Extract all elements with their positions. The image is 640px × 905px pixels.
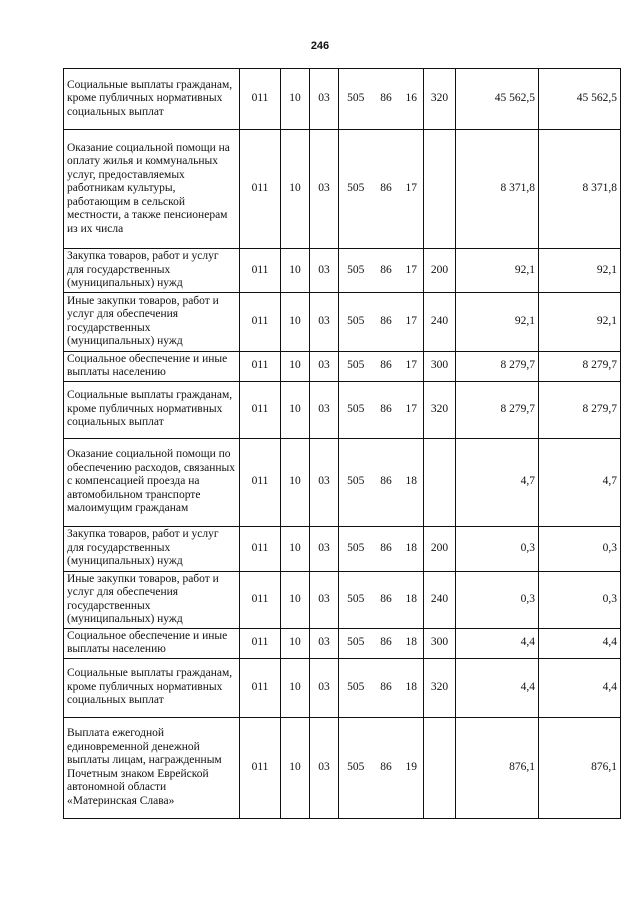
- table-row: [64, 571, 621, 628]
- table-row: [64, 130, 621, 249]
- section-code: 10: [281, 438, 310, 526]
- section-code: 10: [281, 381, 310, 438]
- table-row: [64, 69, 621, 130]
- target-code-part-2: 86: [373, 381, 400, 438]
- ministry-code: 011: [240, 571, 281, 628]
- target-code-part-2: 86: [373, 717, 400, 818]
- amount-first: 45 562,5: [456, 69, 539, 130]
- amount-first: 4,4: [456, 628, 539, 658]
- amount-first: 0,3: [456, 571, 539, 628]
- amount-second: 8 371,8: [539, 130, 621, 249]
- subsection-code: 03: [310, 438, 339, 526]
- amount-second: 8 279,7: [539, 381, 621, 438]
- target-code-part-1: 505: [339, 571, 373, 628]
- target-code-part-2: 86: [373, 292, 400, 351]
- row-name: Закупка товаров, работ и услуг для государственных (муниципальных) нужд: [64, 526, 240, 571]
- row-name: Иные закупки товаров, работ и услуг для обеспечения государственных (муниципальных) нужд: [64, 292, 240, 351]
- amount-first: 4,4: [456, 658, 539, 717]
- amount-second: 4,4: [539, 628, 621, 658]
- subsection-code: 03: [310, 658, 339, 717]
- table-row: [64, 351, 621, 381]
- target-code-part-1: 505: [339, 292, 373, 351]
- target-code-part-1: 505: [339, 381, 373, 438]
- amount-first: 92,1: [456, 292, 539, 351]
- target-code-part-3: 17: [400, 351, 424, 381]
- ministry-code: 011: [240, 130, 281, 249]
- expense-type-code: [424, 717, 456, 818]
- target-code-part-1: 505: [339, 351, 373, 381]
- target-code-part-1: 505: [339, 628, 373, 658]
- ministry-code: 011: [240, 717, 281, 818]
- subsection-code: 03: [310, 69, 339, 130]
- subsection-code: 03: [310, 628, 339, 658]
- amount-first: 0,3: [456, 526, 539, 571]
- row-name: Социальное обеспечение и иные выплаты населению: [64, 628, 240, 658]
- target-code-part-1: 505: [339, 526, 373, 571]
- amount-second: 4,7: [539, 438, 621, 526]
- amount-first: 4,7: [456, 438, 539, 526]
- row-name: Иные закупки товаров, работ и услуг для обеспечения государственных (муниципальных) нужд: [64, 571, 240, 628]
- target-code-part-3: 17: [400, 292, 424, 351]
- row-name: Закупка товаров, работ и услуг для государственных (муниципальных) нужд: [64, 249, 240, 293]
- target-code-part-2: 86: [373, 438, 400, 526]
- amount-second: 8 279,7: [539, 351, 621, 381]
- budget-table: [63, 68, 621, 819]
- expense-type-code: 320: [424, 658, 456, 717]
- ministry-code: 011: [240, 628, 281, 658]
- target-code-part-3: 17: [400, 249, 424, 293]
- target-code-part-2: 86: [373, 130, 400, 249]
- subsection-code: 03: [310, 249, 339, 293]
- amount-second: 0,3: [539, 526, 621, 571]
- table-row: [64, 438, 621, 526]
- section-code: 10: [281, 658, 310, 717]
- row-name: Социальное обеспечение и иные выплаты населению: [64, 351, 240, 381]
- row-name: Оказание социальной помощи на оплату жилья и коммунальных услуг, предоставляемых работникам культуры, работающим в сельской местности, а также пенсионерам из их числа: [64, 130, 240, 249]
- target-code-part-2: 86: [373, 658, 400, 717]
- target-code-part-1: 505: [339, 69, 373, 130]
- ministry-code: 011: [240, 438, 281, 526]
- target-code-part-1: 505: [339, 658, 373, 717]
- amount-second: 92,1: [539, 292, 621, 351]
- amount-second: 4,4: [539, 658, 621, 717]
- section-code: 10: [281, 351, 310, 381]
- expense-type-code: [424, 438, 456, 526]
- table-body: [64, 69, 621, 819]
- section-code: 10: [281, 130, 310, 249]
- amount-first: 8 279,7: [456, 381, 539, 438]
- page-number: 246: [310, 40, 330, 52]
- row-name: Оказание социальной помощи по обеспечению расходов, связанных с компенсацией проезда на автомобильном транспорте малоимущим гражданам: [64, 438, 240, 526]
- table-row: [64, 526, 621, 571]
- table-row: [64, 381, 621, 438]
- ministry-code: 011: [240, 526, 281, 571]
- amount-first: 8 279,7: [456, 351, 539, 381]
- row-name: Социальные выплаты гражданам, кроме публичных нормативных социальных выплат: [64, 69, 240, 130]
- target-code-part-1: 505: [339, 130, 373, 249]
- ministry-code: 011: [240, 658, 281, 717]
- amount-second: 45 562,5: [539, 69, 621, 130]
- ministry-code: 011: [240, 351, 281, 381]
- expense-type-code: 240: [424, 571, 456, 628]
- target-code-part-3: 18: [400, 526, 424, 571]
- expense-type-code: [424, 130, 456, 249]
- ministry-code: 011: [240, 292, 281, 351]
- row-name: Выплата ежегодной единовременной денежной выплаты лицам, награжденным Почетным знаком Еврейской автономной области «Материнская Слава»: [64, 717, 240, 818]
- table-row: [64, 628, 621, 658]
- target-code-part-2: 86: [373, 526, 400, 571]
- row-name: Социальные выплаты гражданам, кроме публичных нормативных социальных выплат: [64, 381, 240, 438]
- subsection-code: 03: [310, 717, 339, 818]
- section-code: 10: [281, 571, 310, 628]
- section-code: 10: [281, 69, 310, 130]
- target-code-part-3: 18: [400, 571, 424, 628]
- amount-second: 876,1: [539, 717, 621, 818]
- expense-type-code: 200: [424, 526, 456, 571]
- amount-second: 0,3: [539, 571, 621, 628]
- subsection-code: 03: [310, 526, 339, 571]
- ministry-code: 011: [240, 381, 281, 438]
- target-code-part-1: 505: [339, 438, 373, 526]
- section-code: 10: [281, 249, 310, 293]
- target-code-part-3: 17: [400, 381, 424, 438]
- target-code-part-2: 86: [373, 628, 400, 658]
- target-code-part-1: 505: [339, 249, 373, 293]
- table-row: [64, 292, 621, 351]
- amount-first: 92,1: [456, 249, 539, 293]
- expense-type-code: 320: [424, 69, 456, 130]
- expense-type-code: 240: [424, 292, 456, 351]
- target-code-part-2: 86: [373, 69, 400, 130]
- section-code: 10: [281, 717, 310, 818]
- target-code-part-3: 18: [400, 628, 424, 658]
- row-name: Социальные выплаты гражданам, кроме публичных нормативных социальных выплат: [64, 658, 240, 717]
- subsection-code: 03: [310, 571, 339, 628]
- expense-type-code: 200: [424, 249, 456, 293]
- table-row: [64, 717, 621, 818]
- subsection-code: 03: [310, 292, 339, 351]
- expense-type-code: 320: [424, 381, 456, 438]
- target-code-part-3: 17: [400, 130, 424, 249]
- expense-type-code: 300: [424, 628, 456, 658]
- target-code-part-2: 86: [373, 249, 400, 293]
- target-code-part-3: 18: [400, 658, 424, 717]
- ministry-code: 011: [240, 249, 281, 293]
- target-code-part-2: 86: [373, 351, 400, 381]
- target-code-part-3: 18: [400, 438, 424, 526]
- amount-second: 92,1: [539, 249, 621, 293]
- table-row: [64, 249, 621, 293]
- target-code-part-3: 19: [400, 717, 424, 818]
- amount-first: 876,1: [456, 717, 539, 818]
- section-code: 10: [281, 628, 310, 658]
- target-code-part-3: 16: [400, 69, 424, 130]
- expense-type-code: 300: [424, 351, 456, 381]
- subsection-code: 03: [310, 381, 339, 438]
- ministry-code: 011: [240, 69, 281, 130]
- target-code-part-1: 505: [339, 717, 373, 818]
- amount-first: 8 371,8: [456, 130, 539, 249]
- subsection-code: 03: [310, 351, 339, 381]
- section-code: 10: [281, 292, 310, 351]
- section-code: 10: [281, 526, 310, 571]
- target-code-part-2: 86: [373, 571, 400, 628]
- subsection-code: 03: [310, 130, 339, 249]
- table-row: [64, 658, 621, 717]
